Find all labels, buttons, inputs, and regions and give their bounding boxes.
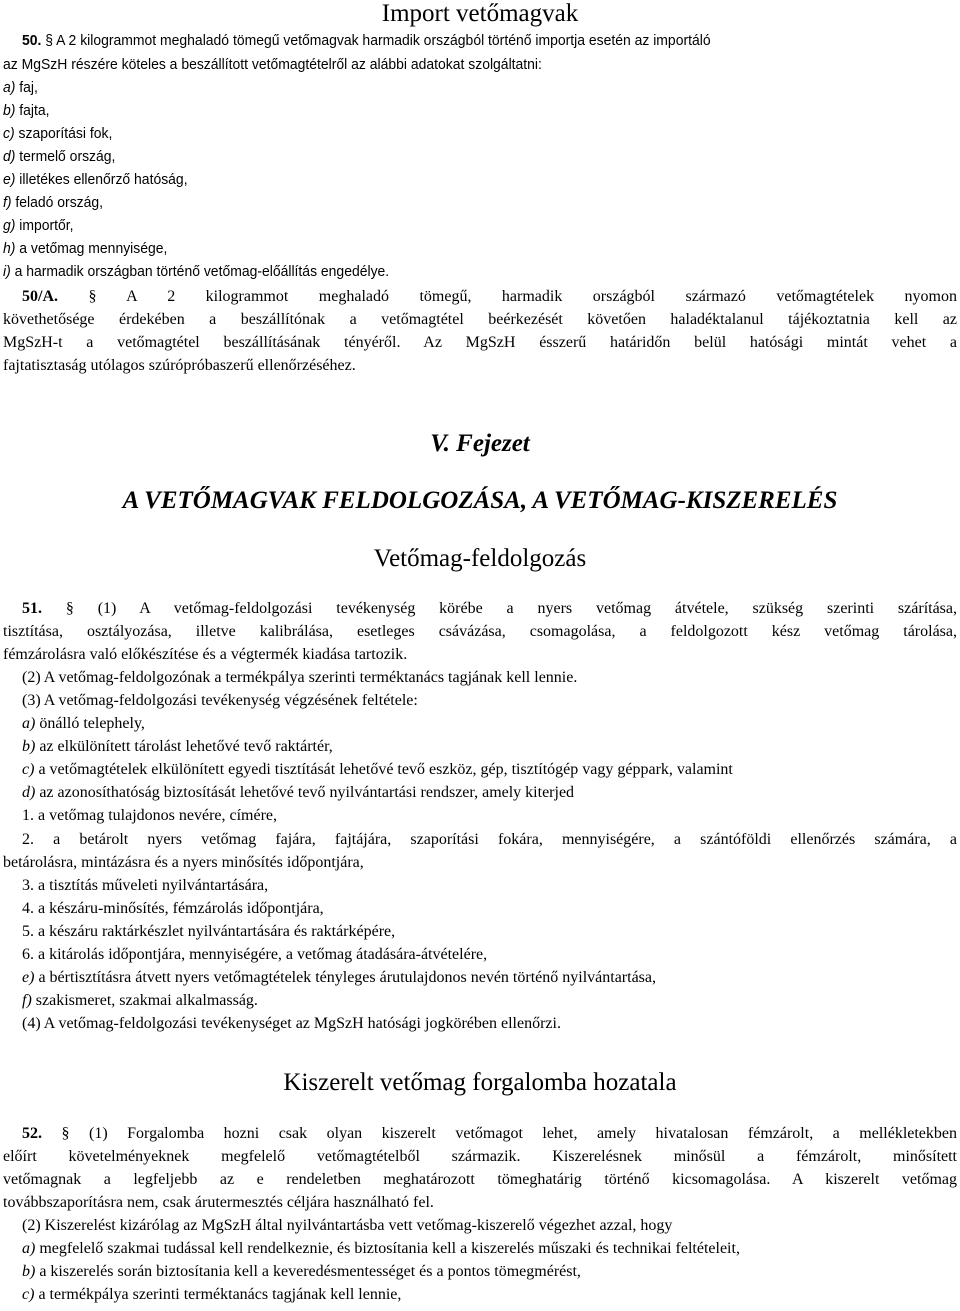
section-51-p2: (2) A vetőmag-feldolgozónak a termékpálya szerinti terméktanács tagjának kell lennie.	[22, 669, 578, 686]
list-item: a) önálló telephely,	[22, 715, 145, 732]
list-item: h) a vetőmag mennyisége,	[3, 240, 168, 257]
section-50-intro-2: az MgSzH részére köteles a beszállított vetőmagtételről az alábbi adatokat szolgáltatni:	[3, 56, 542, 73]
list-item: 6. a kitárolás időpontjára, mennyiségére, a vetőmag átadására-átvételére,	[22, 946, 488, 963]
section-51-number: 51.	[22, 600, 42, 617]
section-52-number: 52.	[22, 1125, 42, 1142]
section-50-number: 50.	[22, 32, 42, 49]
section-52-line-3: vetőmagnak a legfeljebb az e rendeletben meghatározott tömeghatárig történő kicsomagolása. A kiszerelt vetőmag	[3, 1171, 957, 1188]
section-52-line-1: 52. § (1) Forgalomba hozni csak olyan kiszerelt vetőmagot lehet, amely hivatalosan fémzárolt, a mellékletekben	[22, 1125, 958, 1142]
list-item: e) a bértisztításra átvett nyers vetőmagtételek tényleges árutulajdonos nevén történő nyilvántartása,	[22, 969, 656, 986]
list-item: f) szakismeret, szakmai alkalmasság.	[22, 992, 258, 1009]
list-item: c) a vetőmagtételek elkülönített egyedi tisztítását lehetővé tevő eszköz, gép, tisztítógép vagy géppark, valamint	[22, 761, 733, 778]
list-item: a) megfelelő szakmai tudással kell rendelkeznie, és biztosítania kell a kiszerelés műszaki és technikai feltételeit,	[22, 1240, 740, 1257]
subheading-packaged-seed: Kiszerelt vetőmag forgalomba hozatala	[283, 1069, 677, 1096]
section-50a-number: 50/A.	[22, 288, 58, 305]
section-50a-line-3: MgSzH-t a vetőmagtétel beszállításának tényéről. Az MgSzH ésszerű határidőn belül hatósági mintát vehet a	[3, 334, 957, 351]
list-item: d) az azonosíthatóság biztosítását lehetővé tevő nyilvántartási rendszer, amely kiterjed	[22, 784, 575, 801]
list-item: 1. a vetőmag tulajdonos nevére, címére,	[22, 807, 278, 824]
section-51-line-3: fémzárolásra való előkészítése és a végtermék kiadása tartozik.	[3, 646, 408, 663]
chapter-title: A VETŐMAGVAK FELDOLGOZÁSA, A VETŐMAG-KISZERELÉS	[122, 487, 838, 514]
list-item: i) a harmadik országban történő vetőmag-előállítás engedélye.	[3, 263, 390, 280]
list-item: e) illetékes ellenőrző hatóság,	[3, 171, 188, 188]
section-50-intro-1: A 2 kilogrammot meghaladó tömegű vetőmagvak harmadik országból történő importja esetén az importáló	[56, 32, 711, 49]
list-item: 2. a betárolt nyers vetőmag fajára, fajtájára, szaporítási fokára, mennyiségére, a szántóföldi ellenőrzés számára, a	[22, 831, 957, 848]
section-51-line-2: tisztítása, osztályozása, illetve kalibrálása, esetleges csávázása, csomagolása, a feldolgozott kész vetőmag tárolása,	[3, 623, 957, 640]
section-52-line-2: előírt követelményeknek megfelelő vetőmagtételből származik. Kiszerelésnek minősül a fémzárolt, minősített	[3, 1148, 957, 1165]
paragraph-sign: §	[88, 288, 97, 305]
list-item: d) termelő ország,	[3, 148, 116, 165]
section-50a-line-4: fajtatisztaság utólagos szúrópróbaszerű ellenőrzéséhez.	[3, 357, 356, 374]
section-51-line-1: 51. § (1) A vetőmag-feldolgozási tevékenység körébe a nyers vetőmag átvétele, szükség szerinti szárítása,	[22, 600, 958, 617]
list-item: g) importőr,	[3, 217, 74, 234]
section-52-line-4: továbbszaporításra nem, csak árutermesztés céljára használható fel.	[3, 1194, 434, 1211]
list-item: f) feladó ország,	[3, 194, 104, 211]
list-item-continuation: betárolásra, mintázásra és a nyers minősítés időpontjára,	[3, 854, 364, 871]
paragraph-sign: §	[65, 600, 74, 617]
section-51-p3: (3) A vetőmag-feldolgozási tevékenység végzésének feltétele:	[22, 692, 418, 709]
list-item: b) a kiszerelés során biztosítania kell a keveredésmentességet és a pontos tömegmérést,	[22, 1263, 581, 1280]
list-item: 4. a készáru-minősítés, fémzárolás időpontjára,	[22, 900, 324, 917]
section-51-p4: (4) A vetőmag-feldolgozási tevékenységet az MgSzH hatósági jogkörében ellenőrzi.	[22, 1015, 561, 1032]
list-item: c) a termékpálya szerinti terméktanács tagjának kell lennie,	[22, 1286, 402, 1303]
section-50a-line-2: követhetősége érdekében a beszállítónak a vetőmagtétel beérkezését követően haladéktalanul tájékoztatnia kell az	[3, 311, 957, 328]
section-50a-line-1: 50/A. § A 2 kilogrammot meghaladó tömegű, harmadik országból származó vetőmagtételek nyomon	[22, 288, 957, 305]
paragraph-sign: §	[61, 1125, 70, 1142]
list-item: b) az elkülönített tárolást lehetővé tevő raktártér,	[22, 738, 333, 755]
paragraph-sign: §	[45, 32, 54, 49]
page-title: Import vetőmagvak	[381, 0, 579, 27]
chapter-number: V. Fejezet	[430, 430, 530, 457]
list-item: c) szaporítási fok,	[3, 125, 113, 142]
list-item: b) fajta,	[3, 102, 50, 119]
section-50-line-1	[22, 30, 711, 52]
section-52-p2: (2) Kiszerelést kizárólag az MgSzH által nyilvántartásba vett vetőmag-kiszerelő végezhet azzal, hogy	[22, 1217, 673, 1234]
list-item: 5. a készáru raktárkészlet nyilvántartására és raktárképére,	[22, 923, 396, 940]
subheading-processing: Vetőmag-feldolgozás	[373, 545, 587, 572]
list-item: a) faj,	[3, 79, 38, 96]
list-item: 3. a tisztítás műveleti nyilvántartására,	[22, 877, 269, 894]
